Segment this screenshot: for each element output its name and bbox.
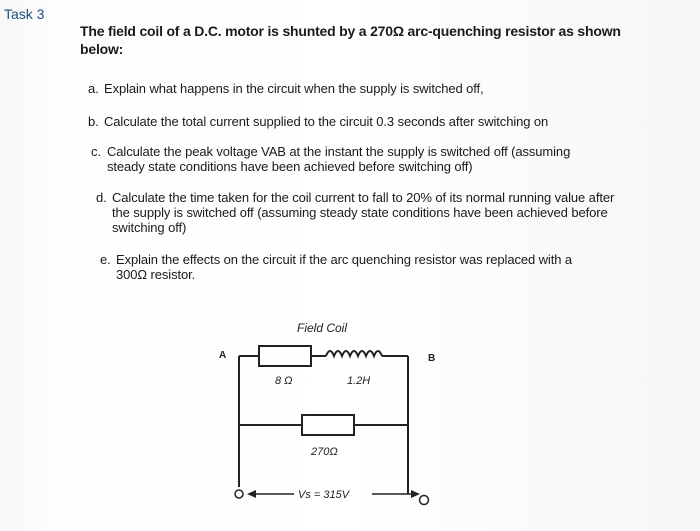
terminal-right bbox=[420, 496, 429, 505]
question-text: Calculate the time taken for the coil current to fall to 20% of its normal running value after the supply is switched off (assuming steady state conditions have been achieved before switching off) bbox=[112, 190, 615, 235]
shunt-resistor bbox=[302, 415, 354, 435]
question-label: e. bbox=[100, 252, 111, 267]
arrow-left-icon bbox=[247, 490, 256, 498]
inductance-label: 1.2H bbox=[347, 375, 371, 387]
question-label: a. bbox=[88, 81, 99, 96]
question-text: Explain what happens in the circuit when the supply is switched off, bbox=[104, 81, 484, 96]
field-coil-label: Field Coil bbox=[297, 321, 348, 335]
inductor-coil bbox=[326, 351, 382, 356]
intro-text: The field coil of a D.C. motor is shunted by a 270Ω arc-quenching resistor as shown below: bbox=[80, 23, 621, 57]
node-a-label: A bbox=[219, 350, 227, 361]
shunt-resistance-label: 270Ω bbox=[311, 446, 338, 458]
node-b-label: B bbox=[428, 353, 436, 364]
task-title: Task 3 bbox=[4, 6, 45, 22]
question-label: b. bbox=[88, 114, 99, 129]
question-text: Explain the effects on the circuit if the arc quenching resistor was replaced with a 300Ω resistor. bbox=[116, 252, 572, 282]
coil-resistor bbox=[259, 346, 311, 366]
arrow-right-icon bbox=[411, 490, 420, 498]
question-text: Calculate the total current supplied to the circuit 0.3 seconds after switching on bbox=[104, 114, 549, 129]
question-label: c. bbox=[91, 144, 101, 159]
coil-resistance-label: 8 Ω bbox=[275, 375, 293, 387]
question-label: d. bbox=[96, 190, 107, 205]
question-text: Calculate the peak voltage VAB at the instant the supply is switched off (assuming steady state conditions have been achieved before switching off) bbox=[107, 144, 571, 174]
terminal-left bbox=[235, 490, 243, 498]
supply-voltage-label: Vs = 315V bbox=[298, 489, 350, 501]
